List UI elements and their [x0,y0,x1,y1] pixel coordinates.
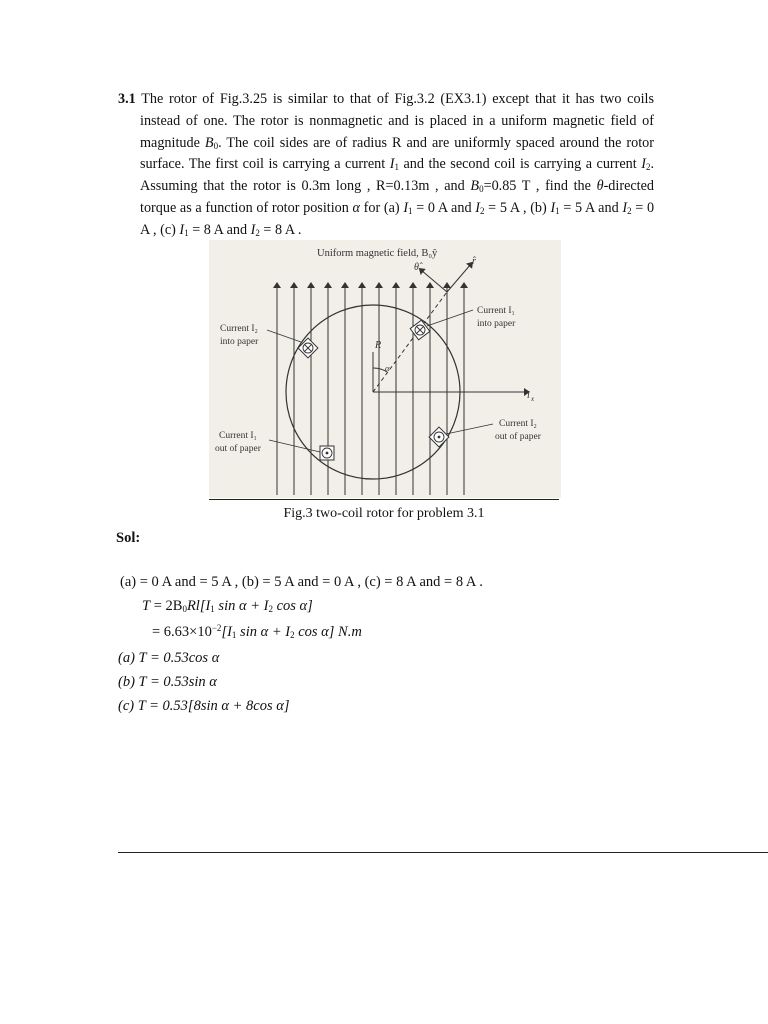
alpha-label: α [385,363,390,373]
answer-b: (b) T = 0.53sin α [118,674,217,690]
page-bottom-rule [118,852,768,853]
problem-statement [118,89,654,242]
math-symbol: I [475,199,480,216]
math-symbol: I [550,199,556,216]
coil-side-i2-in [298,338,318,358]
math-symbol: B [470,178,480,195]
equation-text: = 6.63×10 [152,624,212,640]
equation-text: cos α] N.m [294,624,362,640]
answer-c: (c) T = 0.53[8sin α + 8cos α] [118,698,290,714]
math-symbol: I [389,156,395,173]
rotor-diagram [209,240,561,498]
torque-equation: $T = 2B_0Rl[I_1$ $\sin \alpha + I_2$ cos α] [142,598,313,614]
x-axis-label: i [527,390,530,401]
coil-side-i2-out [429,427,449,447]
leader-i2-in [267,330,301,342]
leader-i1-in [427,310,473,326]
math-symbol: α [352,199,360,216]
math-subscript: 0 [479,184,484,195]
equation-exponent: −2 [211,623,222,633]
math-subscript: 0 [213,140,219,151]
problem-text: for (a) [359,199,404,216]
math-subscript: 2 [627,205,632,216]
r-hat-label: r̂ [472,256,476,267]
equation-text: sin α + I [214,598,269,614]
figure-bottom-rule [209,499,559,500]
problem-text: . Assuming that the rotor is 0.3m long , R=0.13m , and [140,156,655,195]
equation-text: = 2B [153,598,183,614]
label-i1-out-line2: out of paper [215,444,261,454]
math-symbol: I [250,221,256,238]
math-symbol: I [179,221,185,238]
problem-text: and the second coil is carrying a current [398,156,642,173]
problem-text: = 8 A and [192,221,248,238]
problem-text: -directed torque as a function of rotor position [140,178,654,216]
theta-hat-label: θ̂ [414,262,419,273]
x-axis-subscript: x [531,395,535,403]
problem-text: =0.85 T , find the [483,178,597,195]
math-subscript: 1 [394,162,399,173]
math-subscript: 1 [184,227,189,238]
theta-hat-arrow [421,270,447,292]
problem-paragraph [118,89,654,242]
field-lines [277,285,464,495]
math-subscript: 1 [408,205,413,216]
math-symbol: I [403,199,409,216]
solution-label: Sol: [116,530,141,546]
problem-text: = 8 A . [263,221,302,238]
math-subscript: 2 [645,162,651,173]
math-subscript: 1 [555,205,560,216]
equation-text: [I [221,624,232,640]
math-symbol: I [641,156,646,173]
equation-text: sin α + I [236,624,291,640]
equation-text: T [142,598,151,614]
rotor-figure [209,240,561,498]
label-i2-in-line2: into paper [220,337,259,347]
problem-number: 3.1 [118,91,136,107]
label-i2-out-line1: Current I₂ [499,419,537,429]
problem-text: The rotor of Fig.3.25 is similar to that of Fig.3.2 (EX3.1) except that it has two coils instead of one. The rotor is nonmagnetic and is placed in a uniform magnetic field of magnitude [140,91,654,151]
math-symbol: B [204,134,214,151]
problem-text: = 0 A and [416,199,472,216]
solution-cases: (a) = 0 A and = 5 A , (b) = 5 A and = 0 A , (c) = 8 A and = 8 A . [120,574,483,590]
rotor-radius-line [373,292,447,392]
label-i1-in-line1: Current I₁ [477,306,515,316]
problem-text: . The coil sides are of radius R and are uniformly spaced around the rotor surface. The first coil is carrying a current [140,134,654,173]
math-symbol: I [622,199,628,216]
coil-side-i1-out [320,446,334,460]
equation-text: Rl[I [186,598,211,614]
label-i2-in-line1: Current I₂ [220,324,258,334]
torque-equation-numeric: = $6.63\times 10^{-2}[I_1$ $\sin \alpha + I_2$ cos α] N.m [152,623,362,640]
equation-text: cos α] [272,598,313,614]
radius-label: R [375,340,382,351]
answer-a: (a) T = 0.53cos α [118,650,220,666]
r-hat-arrow [447,264,471,292]
math-subscript: 2 [255,227,260,238]
math-subscript: 2 [479,205,485,216]
problem-text: = 0 A , (c) [140,199,655,238]
field-label: Uniform magnetic field, B₀ŷ [317,248,438,259]
figure-caption: Fig.3 two-coil rotor for problem 3.1 [283,506,485,521]
label-i1-in-line2: into paper [477,319,516,329]
math-symbol: θ [596,178,604,195]
label-i1-out-line1: Current I₁ [219,431,257,441]
label-i2-out-line2: out of paper [495,432,541,442]
problem-text: = 5 A and [563,199,619,216]
problem-text: = 5 A , (b) [488,199,547,216]
